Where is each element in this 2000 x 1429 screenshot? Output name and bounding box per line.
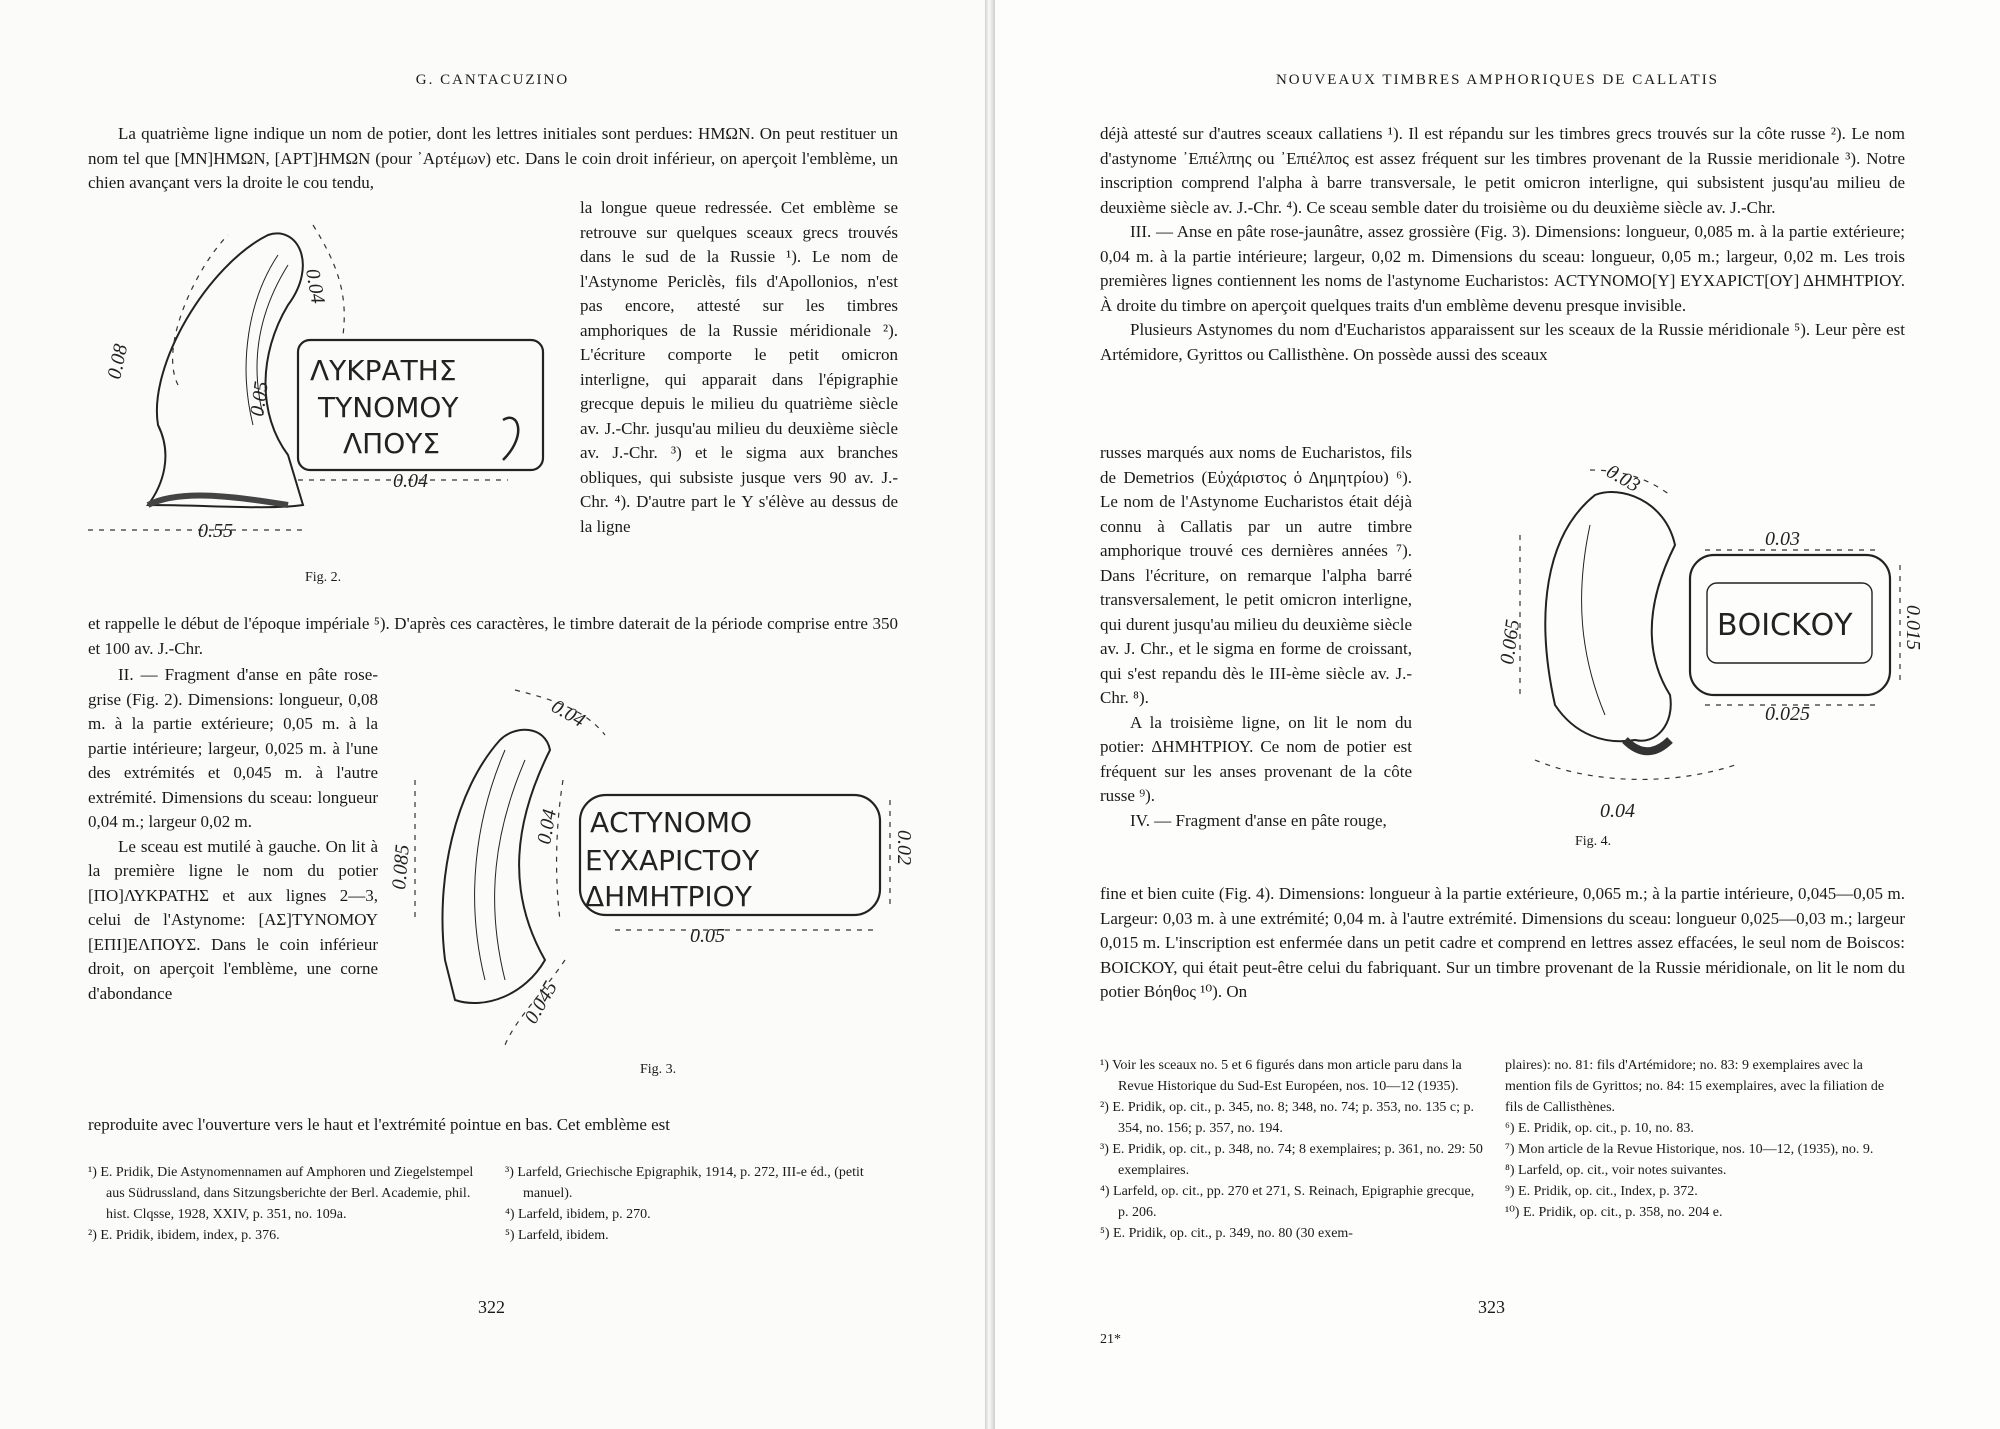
figure-caption: Fig. 3. xyxy=(640,1062,677,1077)
paragraph-fragment-iv: fine et bien cuite (Fig. 4). Dimensions: longueur à la partie extérieure, 0,065 m.; à la partie intérieure, 0,045—0,05 m. Largeur: 0,03 m. à une extrémité; 0,04 m. à l'autre extrémité. Dimensions du sceau: longueur 0,025—0,03 m.; largeur 0,015 m. L'inscription est enfermée dans un petit cadre et comprend en lettres assez effacées, le seul nom de Boiscos: ΒΟΙϹΚΟΥ, qui était peut-être celui du fabriquant. Sur un timbre provenant de la Russie méridionale, on lit le nom du potier Βόηθος ¹⁰). On xyxy=(1100,884,1905,1001)
paragraph-side: la longue queue redressée. Cet emblème se retrouve sur quelques sceaux grecs trouvés dans le sud de la Russie ¹). Le nom de l'Astynome Periclès, fils d'Apollonios, n'est pas encore, attesté sur les timbres amphoriques de la Russie méridionale ²). L'écriture comporte le petit omicron interligne, qui apparait dans l'épigraphie grecque depuis le milieu du quatrième siècle av. J.-Chr. jusqu'au milieu du deuxième siècle av. J.-Chr. ³) et le sigma aux branches obliques, qui subsiste jusque vers 90 av. J.-Chr. ⁴). D'autre part le Υ s'élève au dessus de la ligne xyxy=(580,198,898,536)
dim-label: 0.03 xyxy=(1602,460,1644,497)
stamp-line-3: ΛΠΟΥΣ xyxy=(343,427,441,460)
paragraph-dating xyxy=(1100,122,1905,367)
figure-caption: Fig. 4. xyxy=(1575,834,1612,849)
paragraph-text: La quatrième ligne indique un nom de potier, dont les lettres initiales sont perdues: ΗΜΩΝ. On peut restituer un nom tel que [ΜΝ]ΗΜΩΝ, [ΑΡΤ]ΗΜΩΝ (pour ᾽Αρτέμων) etc. Dans le coin droit inférieur, on aperçoit l'emblème, un chien avançant vers la droite le cou tendu, xyxy=(88,124,898,192)
stamp-line-2: ΕΥΧΑΡΙϹΤΟΥ xyxy=(585,844,760,877)
paragraph-text: III. — Anse en pâte rose-jaunâtre, assez grossière (Fig. 3). Dimensions: longueur, 0,085 m. à la partie extérieure; 0,04 m. à la partie intérieure; largeur, 0,02 m. Dimensions du sceau: longueur, 0,05 m.; largeur, 0,02 m. Les trois premières lignes contiennent les noms de l'astynome Eucharistos: ΑϹΤΥΝΟΜΟ[Υ] ΕΥΧΑΡΙϹΤ[ΟΥ] ΔΗΜΗΤΡΙΟΥ. À droite du timbre on aperçoit quelques traits d'un emblème devenu presque invisible. xyxy=(1100,222,1905,315)
paragraph-text: russes marqués aux noms de Eucharistos, fils de Demetrios (Εὐχάριστος ὁ Δημητρίου) ⁶). Le nom de l'Astynome Eucharistos était déjà connu à Callatis par un autre timbre amphorique trouvé ces dernières années ⁷). Dans l'écriture, on remarque l'alpha barré transversalement, le petit omicron interligne, qui durent jusqu'au milieu du deuxième siècle av. J. Chr., et le sigma en forme de croissant, qui s'est repandu dès le III-ème siècle av. J.-Chr. ⁸). xyxy=(1100,443,1412,707)
paragraph-text: déjà attesté sur d'autres sceaux callatiens ¹). Il est répandu sur les timbres grecs trouvés sur la côte russe ²). Le nom d'astynome ᾽Επιέλπης ou ᾽Επιέλπος est assez fréquent sur les timbres provenant de la Russie meridionale ³). Notre inscription comprend l'alpha à barre transversale, le petit omicron interligne, qui subsistent jusqu'au milieu de deuxième siècle av. J.-Chr. ⁴). Ce sceau semble dater du troisième ou du deuxième siècle av. J.-Chr. xyxy=(1100,124,1905,217)
dim-label: 0.045 xyxy=(520,977,562,1028)
stamp-line-2: ΤΥΝΟΜΟΥ xyxy=(318,391,459,424)
dim-label: 0.04 xyxy=(533,807,562,846)
page-number: 323 xyxy=(1478,1297,1505,1317)
signature-mark: 21* xyxy=(1100,1332,1121,1347)
dim-label: 0.085 xyxy=(388,843,414,891)
dim-label: 0.02 xyxy=(893,830,915,865)
running-header: NOUVEAUX TIMBRES AMPHORIQUES DE CALLATIS xyxy=(1275,72,1720,88)
footnotes-right xyxy=(505,1162,898,1246)
figure-2-drawing xyxy=(88,205,558,565)
handle-outline xyxy=(1545,492,1675,741)
paragraph-side xyxy=(1100,441,1412,833)
paragraph-fragment-ii xyxy=(88,663,378,1006)
right-page xyxy=(995,0,2000,1429)
footnotes-left xyxy=(88,1162,483,1246)
footnotes-left xyxy=(1100,1055,1485,1244)
dim-label: 0.04 xyxy=(301,267,329,306)
footnote: ¹) Voir les sceaux no. 5 et 6 figurés dans mon article paru dans la Revue Historique du Sud-Est Européen, nos. 10—12 (1935). xyxy=(1100,1058,1462,1094)
footnote: ⁹) E. Pridik, op. cit., Index, p. 372. xyxy=(1505,1184,1698,1199)
paragraph-text: Plusieurs Astynomes du nom d'Eucharistos apparaissent sur les sceaux de la Russie méridionale ⁵). Leur père est Artémidore, Gyrittos ou Callisthène. On possède aussi des sceaux xyxy=(1100,320,1905,364)
footnote: ⁷) Mon article de la Revue Historique, nos. 10—12, (1935), no. 9. xyxy=(1505,1142,1874,1157)
dim-label: 0.04 xyxy=(1600,800,1635,822)
footnote: ¹) E. Pridik, Die Astynomennamen auf Amphoren und Ziegelstempel aus Südrussland, dans Sitzungsberichte der Berl. Academie, phil. hist. Clqsse, 1928, XXIV, p. 351, no. 109a. xyxy=(88,1165,474,1222)
figure-caption: Fig. 2. xyxy=(305,570,342,585)
stamp-line-1: ΛΥΚΡΑΤΗΣ xyxy=(310,354,457,387)
dim-label: 0.015 xyxy=(1902,605,1924,650)
dim-label: 0.025 xyxy=(1765,703,1810,725)
stamp-line-3: ΔΗΜΗΤΡΙΟΥ xyxy=(585,880,752,913)
paragraph-end: et rappelle le début de l'époque impériale ⁵). D'après ces caractères, le timbre daterait de la période comprise entre 350 et 100 av. J.-Chr. xyxy=(88,614,898,658)
dim-label: 0.04 xyxy=(393,470,428,492)
footnote: plaires): no. 81: fils d'Artémidore; no. 83: 9 exemplaires avec la mention fils de Gyrittos; no. 84: 15 exemplaires, avec la filiation de fils de Callisthènes. xyxy=(1505,1058,1885,1115)
footnote: ⁵) E. Pridik, op. cit., p. 349, no. 80 (30 exem- xyxy=(1100,1226,1353,1241)
paragraph-end: reproduite avec l'ouverture vers le haut et l'extrémité pointue en bas. Cet emblème est xyxy=(88,1115,671,1134)
footnotes-right xyxy=(1505,1055,1905,1223)
paragraph-text: IV. — Fragment d'anse en pâte rouge, xyxy=(1130,810,1387,830)
dim-label: 0.03 xyxy=(1765,528,1800,550)
dim-label: 0.065 xyxy=(1496,618,1525,666)
footnote: ⁸) Larfeld, op. cit., voir notes suivantes. xyxy=(1505,1163,1727,1178)
footnote: ⁶) E. Pridik, op. cit., p. 10, no. 83. xyxy=(1505,1121,1694,1136)
handle-outline xyxy=(148,233,303,507)
figure-4-drawing xyxy=(1475,455,1924,845)
footnote: ³) Larfeld, Griechische Epigraphik, 1914, p. 272, III-e éd., (petit manuel). xyxy=(505,1165,864,1201)
footnote: ⁴) Larfeld, ibidem, p. 270. xyxy=(505,1207,651,1222)
footnote: ¹⁰) E. Pridik, op. cit., p. 358, no. 204 e. xyxy=(1505,1205,1723,1220)
dim-label: 0.04 xyxy=(547,695,589,732)
footnote: ²) E. Pridik, op. cit., p. 345, no. 8; 348, no. 74; p. 353, no. 135 c; p. 354, no. 156; p. 357, no. 194. xyxy=(1100,1100,1475,1136)
paragraph-text: A la troisième ligne, on lit le nom du potier: ΔΗΜΗΤΡΙΟΥ. Ce nom de potier est fréquent sur les anses provenant de la côte russe ⁹). xyxy=(1100,712,1412,805)
dim-label: 0.08 xyxy=(103,342,133,382)
dim-label: 0.05 xyxy=(690,925,725,947)
dim-label: 0.05 xyxy=(246,379,273,418)
footnote: ⁴) Larfeld, op. cit., pp. 270 et 271, S. Reinach, Epigraphie grecque, p. 206. xyxy=(1100,1184,1475,1220)
footnote: ⁵) Larfeld, ibidem. xyxy=(505,1228,609,1243)
book-gutter xyxy=(985,0,995,1429)
footnote: ²) E. Pridik, ibidem, index, p. 376. xyxy=(88,1228,280,1243)
paragraph-text: Le sceau est mutilé à gauche. On lit à la première ligne le nom du potier [ΠΟ]ΛΥΚΡΑΤΗΣ et aux lignes 2—3, celui de l'Astynome: [ΑΣ]ΤΥΝΟΜΟΥ [ΕΠΙ]ΕΛΠΟΥΣ. Dans le coin inférieur droit, on aperçoit l'emblème, une corne d'abondance xyxy=(88,836,378,1003)
running-header: G. CANTACUZINO xyxy=(415,72,570,88)
paragraph-text: II. — Fragment d'anse en pâte rose-grise (Fig. 2). Dimensions: longueur, 0,08 m. à la partie extérieure; 0,05 m. à la partie intérieure; largeur, 0,025 m. à l'une des extrémités et 0,045 m. à l'autre extrémité. Dimensions du sceau: longueur 0,04 m.; largeur 0,02 m. xyxy=(88,665,378,831)
page-number: 322 xyxy=(478,1297,505,1317)
stamp-line-1: ΑϹΤΥΝΟΜΟ xyxy=(590,806,753,839)
figure-3-drawing xyxy=(385,680,915,1050)
dim-label: 0.55 xyxy=(198,520,233,542)
left-page xyxy=(0,0,985,1429)
stamp-line-1: ΒΟΙϹΚΟΥ xyxy=(1717,608,1853,643)
paragraph-potier xyxy=(88,122,898,196)
footnote: ³) E. Pridik, op. cit., p. 348, no. 74; 8 exemplaires; p. 361, no. 29: 50 exemplaires. xyxy=(1100,1142,1483,1178)
